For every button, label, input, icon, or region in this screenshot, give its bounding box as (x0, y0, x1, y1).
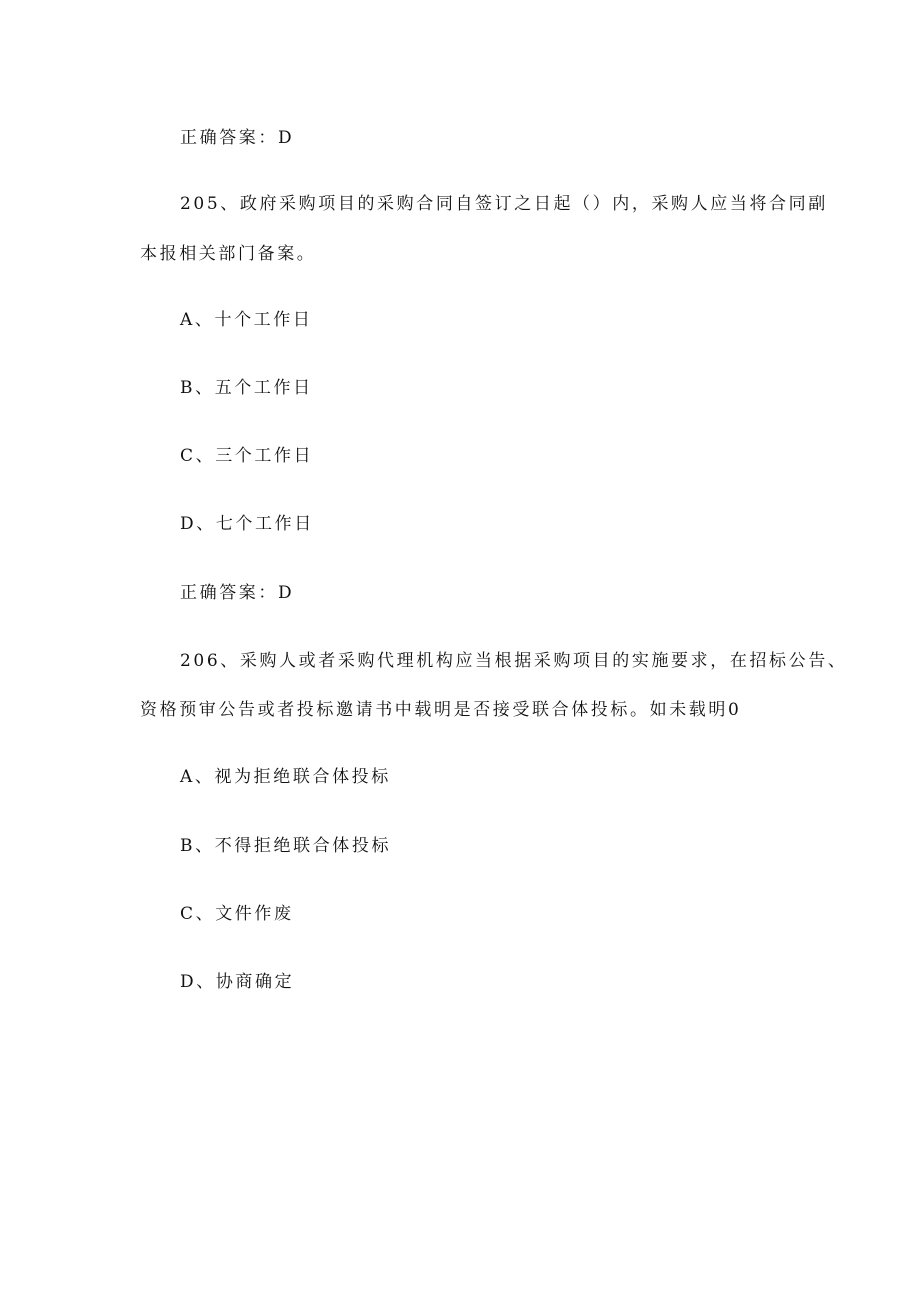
question-205-line-1: 205、政府采购项目的采购合同自签订之日起（）内，采购人应当将合同副 (180, 194, 828, 214)
option-206-d: D、协商确定 (180, 972, 295, 992)
option-206-b: B、不得拒绝联合体投标 (180, 836, 392, 856)
answer-204: 正确答案：D (180, 128, 295, 148)
question-206-line-2: 资格预审公告或者投标邀请书中载明是否接受联合体投标。如未载明0 (140, 700, 742, 720)
option-205-d: D、七个工作日 (180, 514, 314, 534)
option-206-a: A、视为拒绝联合体投标 (180, 767, 391, 787)
option-205-a: A、十个工作日 (180, 310, 313, 330)
option-206-c: C、文件作废 (180, 904, 294, 924)
answer-205: 正确答案：D (180, 583, 295, 603)
option-205-b: B、五个工作日 (180, 378, 313, 398)
option-205-c: C、三个工作日 (180, 446, 314, 466)
question-205-line-2: 本报相关部门备案。 (140, 244, 317, 264)
question-206-line-1: 206、采购人或者采购代理机构应当根据采购项目的实施要求，在招标公告、 (180, 651, 848, 671)
